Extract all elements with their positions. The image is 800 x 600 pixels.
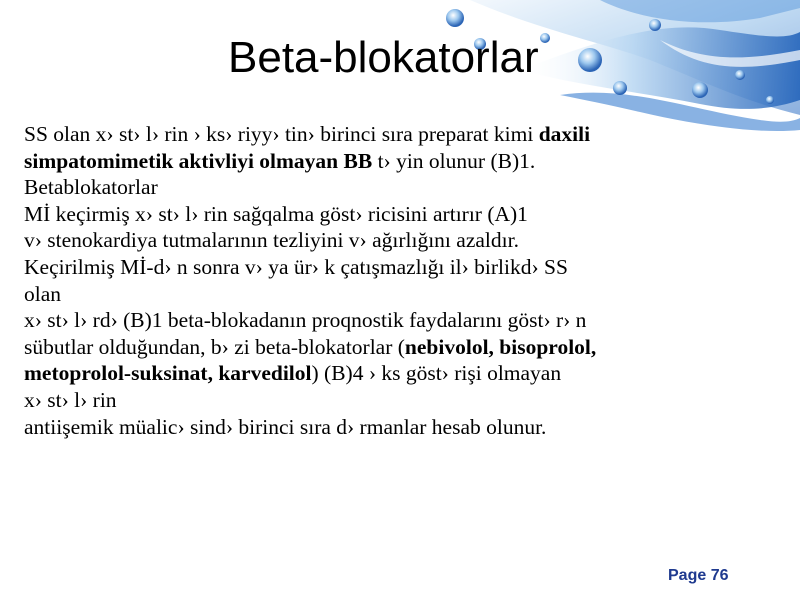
bold-text-segment: metoprolol-suksinat, karvedilol	[24, 361, 312, 386]
body-line-11: x› st› l› rin	[24, 387, 117, 412]
body-line-3: Betablokatorlar	[24, 175, 158, 200]
body-line-4: Mİ keçirmiş x› st› l› rin sağqalma göst› ricisini artırır (A)1	[24, 201, 528, 226]
slide-title: Beta-blokatorlar	[228, 33, 539, 82]
text-segment: SS olan x› st› l› rin › ks› riyy› tin› birinci sıra preparat kimi	[24, 122, 539, 146]
body-line-6: Keçirilmiş Mİ-d› n sonra v› ya ür› k çatışmazlığı il› birlikd› SS	[24, 254, 568, 279]
body-line-5: v› stenokardiya tutmalarının tezliyini v› ağırlığını azaldır.	[24, 228, 519, 253]
body-line-10	[24, 360, 774, 387]
slide-body-text	[24, 121, 774, 440]
bold-text-segment: nebivolol, bisoprolol,	[404, 334, 597, 359]
bold-text-segment: simpatomimetik aktivliyi olmayan BB	[24, 148, 373, 173]
page-number: Page 76	[668, 567, 729, 584]
text-segment: sübutlar olduğundan, b› zi beta-blokatorlar (	[24, 334, 405, 359]
body-line-12: antiişemik müalic› sind› birinci sıra d› rmanlar hesab olunur.	[24, 414, 547, 439]
text-segment: t› yin olunur (B)1.	[372, 148, 536, 173]
text-segment: ) (B)4 › ks göst› rişi olmayan	[311, 361, 562, 386]
bold-text-segment: daxili	[538, 122, 591, 146]
body-line-8: x› st› l› rd› (B)1 beta-blokadanın proqnostik faydalarını göst› r› n	[24, 308, 587, 333]
body-line-1	[24, 121, 774, 148]
body-line-9	[24, 334, 774, 361]
body-line-2	[24, 148, 774, 175]
body-line-7: olan	[24, 281, 62, 306]
